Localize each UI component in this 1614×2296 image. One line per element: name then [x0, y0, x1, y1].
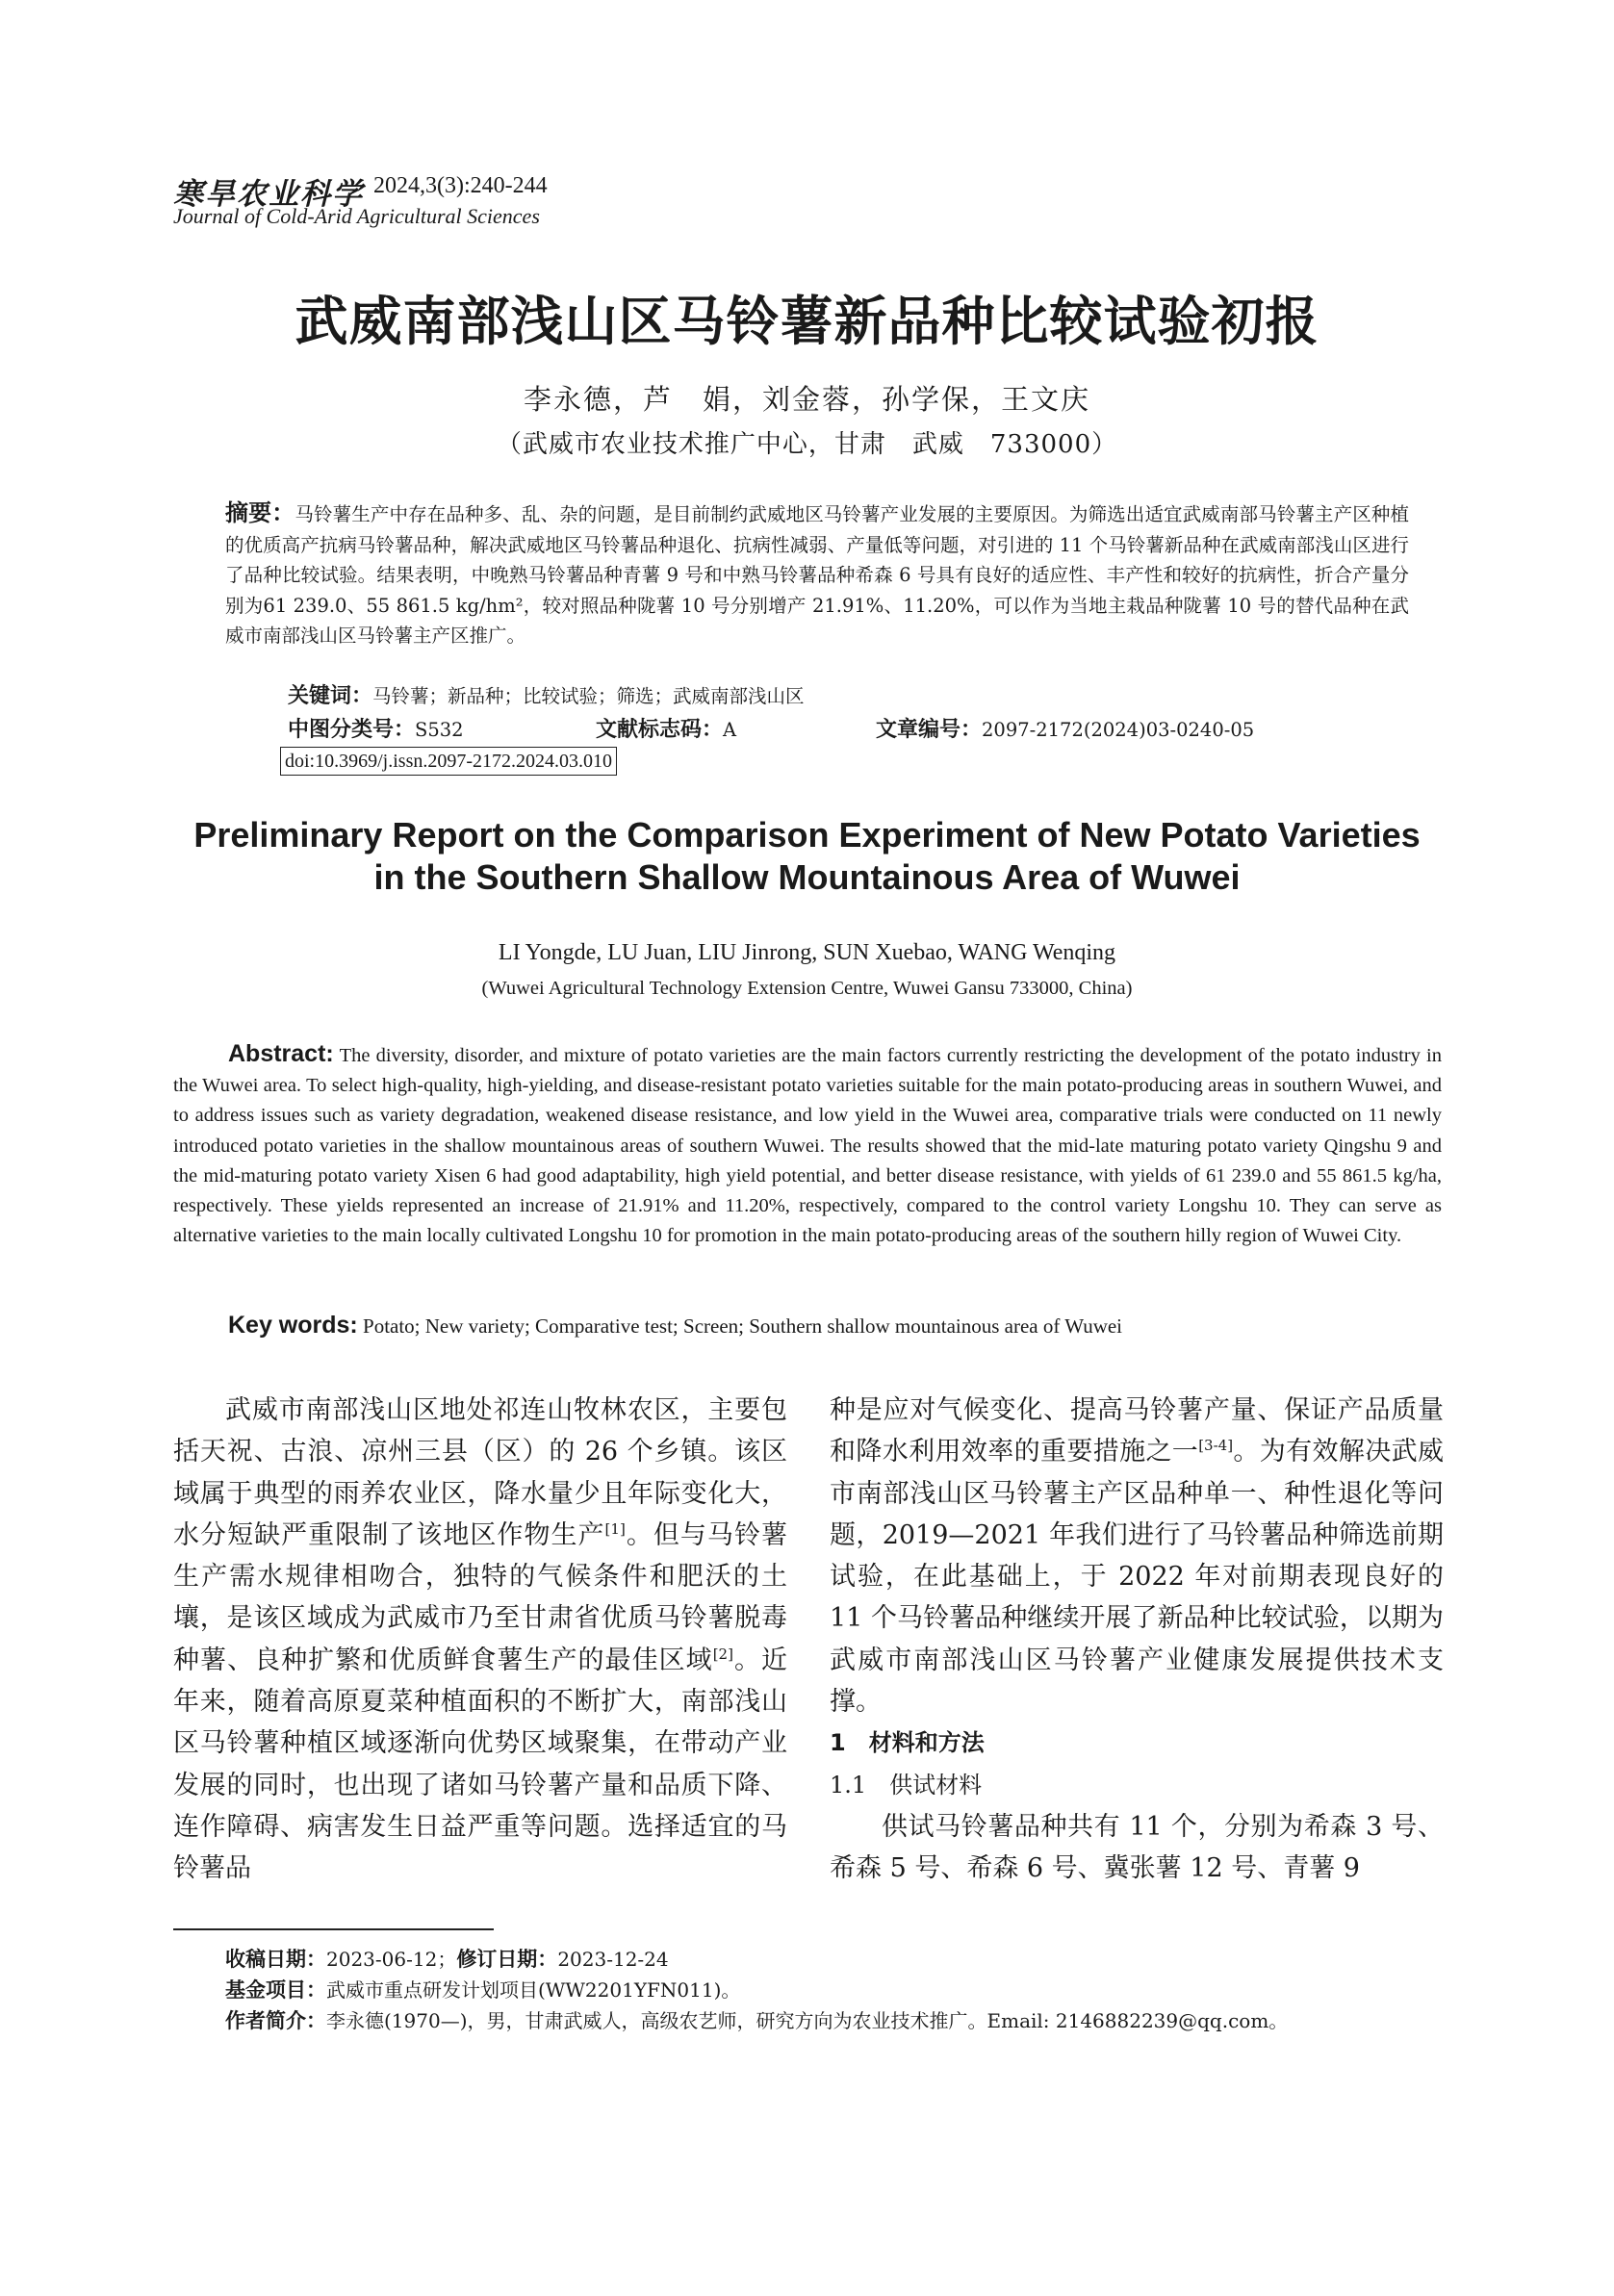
- footnote-dates: [225, 1944, 669, 1973]
- revised-date: 2023-12-24: [557, 1948, 669, 1971]
- paper-title-en: [0, 814, 1614, 899]
- keywords-cn: [288, 679, 805, 709]
- paper-title-en-line2: in the Southern Shallow Mountainous Area of Wuwei: [373, 857, 1241, 897]
- footnote-divider: [173, 1928, 494, 1930]
- body-column-left: [173, 1390, 787, 1890]
- doi-link[interactable]: doi:10.3969/j.issn.2097-2172.2024.03.010: [280, 747, 617, 776]
- clc-value: S532: [415, 719, 464, 741]
- abstract-en-text: The diversity, disorder, and mixture of potato varieties are the main factors currently restricting the development of the potato industry in the Wuwei area. To select high-quality, high-yielding, and disease-resistant potato varieties suitable for the main potato-producing areas in southern Wuwei, and to address issues such as variety degradation, weakened disease resistance, and low yield in the Wuwei area, comparative trials were conducted on 11 newly introduced potato varieties in the shallow mountainous areas of southern Wuwei. The results showed that the mid-late maturing potato variety Qingshu 9 and the mid-maturing potato variety Xisen 6 had good adaptability, high yield potential, and better disease resistance, with yields of 61 239.0 and 55 861.5 kg/ha, respectively. These yields represented an increase of 21.91% and 11.20%, respectively, compared to the control variety Longshu 10. They can serve as alternative varieties to the main locally cultivated Longshu 10 for promotion in the main potato-producing areas of the southern hilly region of Wuwei City.: [173, 1045, 1442, 1247]
- paper-title-cn: 武威南部浅山区马铃薯新品种比较试验初报: [295, 291, 1319, 352]
- citation[interactable]: [2]: [712, 1645, 733, 1663]
- doc-code-value: A: [723, 719, 737, 741]
- body-text: 。近年来，随着高原夏菜种植面积的不断扩大，南部浅山区马铃薯种植区域逐渐向优势区域聚集，在带动产业发展的同时，也出现了诸如马铃薯产量和品质下降、连作障碍、病害发生日益严重等问题。选择适宜的马铃薯品: [173, 1645, 788, 1884]
- fund-text: 武威市重点研发计划项目(WW2201YFN011)。: [326, 1978, 741, 2002]
- received-label: 收稿日期：: [225, 1948, 326, 1971]
- article-number-value: 2097-2172(2024)03-0240-05: [982, 719, 1255, 741]
- subsection-heading: 1.1 供试材料: [830, 1771, 983, 1799]
- journal-name-en: Journal of Cold-Arid Agricultural Sciences: [173, 204, 540, 228]
- body-paragraph: [173, 1390, 787, 1890]
- received-date: 2023-06-12；: [326, 1948, 457, 1971]
- affiliation-en: (Wuwei Agricultural Technology Extension Centre, Wuwei Gansu 733000, China): [481, 978, 1133, 999]
- body-text: 。为有效解决武威市南部浅山区马铃薯主产区品种单一、种性退化等问题，2019—2021 年我们进行了马铃薯品种筛选前期试验，在此基础上，于 2022 年对前期表现良好的 11 个马铃薯品种继续开展了新品种比较试验，以期为武威市南部浅山区马铃薯产业健康发展提供技术支撑。: [830, 1437, 1445, 1718]
- journal-name-cn: 寒旱农业科学: [173, 177, 364, 212]
- revised-label: 修订日期：: [456, 1948, 558, 1971]
- clc-number: [288, 713, 464, 743]
- clc-label: 中图分类号：: [288, 718, 416, 742]
- article-number: [876, 713, 1254, 743]
- keywords-cn-label: 关键词：: [288, 684, 373, 708]
- abstract-cn: [225, 498, 1409, 651]
- keywords-en-label: Key words:: [228, 1312, 358, 1339]
- citation[interactable]: [3-4]: [1198, 1437, 1234, 1455]
- keywords-cn-text: 马铃薯；新品种；比较试验；筛选；武威南部浅山区: [372, 685, 805, 707]
- article-number-label: 文章编号：: [876, 718, 983, 742]
- affiliation-cn: （武威市农业技术推广中心，甘肃 武威 733000）: [496, 430, 1118, 459]
- author-text: 李永德(1970—)，男，甘肃武威人，高级农艺师，研究方向为农业技术推广。Email: 2146882239@qq.com。: [326, 2009, 1289, 2032]
- citation[interactable]: [1]: [604, 1519, 626, 1538]
- authors-cn: 李永德，芦 娟，刘金蓉，孙学保，王文庆: [523, 383, 1090, 416]
- authors-en: LI Yongde, LU Juan, LIU Jinrong, SUN Xuebao, WANG Wenqing: [498, 940, 1116, 965]
- abstract-cn-text: 马铃薯生产中存在品种多、乱、杂的问题，是目前制约武威地区马铃薯产业发展的主要原因。为筛选出适宜武威南部马铃薯主产区种植的优质高产抗病马铃薯品种，解决武威地区马铃薯品种退化、抗病性减弱、产量低等问题，对引进的 11 个马铃薯新品种在武威南部浅山区进行了品种比较试验。结果表明，中晚熟马铃薯品种青薯 9 号和中熟马铃薯品种希森 6 号具有良好的适应性、丰产性和较好的抗病性，折合产量分别为61 239.0、55 861.5 kg/hm²，较对照品种陇薯 10 号分别增产 21.91%、11.20%，可以作为当地主栽品种陇薯 10 号的替代品种在武威市南部浅山区马铃薯主产区推广。: [225, 503, 1409, 647]
- abstract-cn-label: 摘要：: [225, 499, 295, 526]
- paper-title-en-line1: Preliminary Report on the Comparison Experiment of New Potato Varieties: [193, 815, 1421, 855]
- body-text: 武威市南部浅山区地处祁连山牧林农区，主要包括天祝、古浪、凉州三县（区）的 26 个乡镇。该区域属于典型的雨养农业区，降水量少且年际变化大，水分短缺严重限制了该地区作物生产: [173, 1395, 787, 1550]
- keywords-en: [228, 1312, 1122, 1339]
- doc-code-label: 文献标志码：: [596, 718, 724, 742]
- keywords-en-text: Potato; New variety; Comparative test; Screen; Southern shallow mountainous area of Wuwei: [363, 1314, 1123, 1338]
- body-paragraph: 供试马铃薯品种共有 11 个，分别为希森 3 号、希森 5 号、希森 6 号、冀张薯 12 号、青薯 9: [830, 1811, 1444, 1884]
- section-heading: 1 材料和方法: [830, 1729, 985, 1757]
- fund-label: 基金项目：: [225, 1978, 326, 2002]
- body-text: 种是应对气候变化、提高马铃薯产量、保证产品质量和降水利用效率的重要措施之一: [830, 1395, 1444, 1467]
- abstract-en-label: Abstract:: [228, 1040, 334, 1067]
- journal-volume: 2024,3(3):240-244: [373, 173, 548, 198]
- footnote-author: [225, 2005, 1288, 2034]
- body-text: 。但与马铃薯生产需水规律相吻合，独特的气候条件和肥沃的土壤，是该区域成为武威市乃至甘肃省优质马铃薯脱毒种薯、良种扩繁和优质鲜食薯生产的最佳区域: [173, 1519, 788, 1675]
- abstract-en: [173, 1039, 1442, 1251]
- document-code: [596, 713, 736, 743]
- footnote-fund: [225, 1975, 740, 2003]
- body-paragraph: [830, 1390, 1444, 1722]
- body-column-right: [830, 1390, 1444, 1890]
- author-label: 作者简介：: [225, 2009, 326, 2032]
